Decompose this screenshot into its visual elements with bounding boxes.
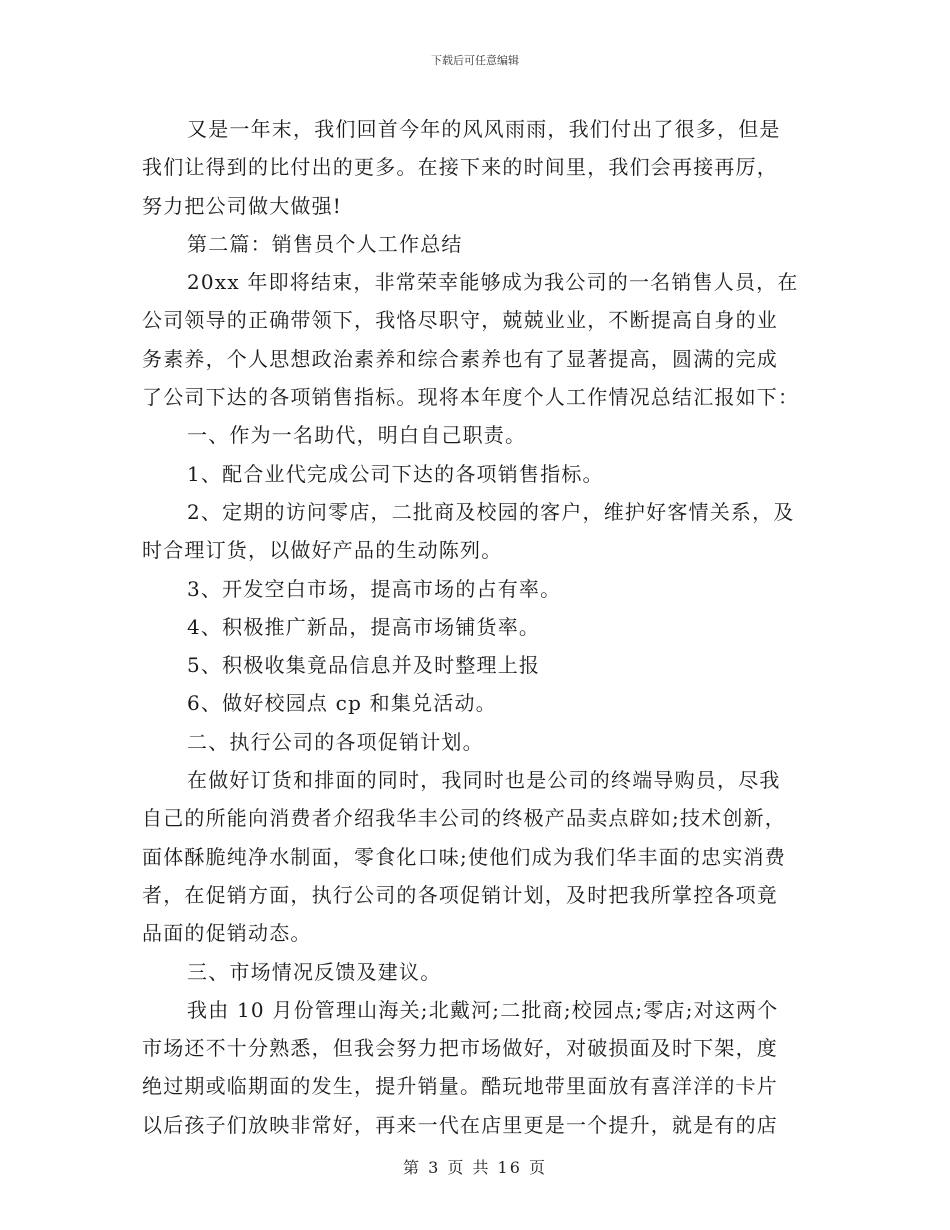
text-line: 二、执行公司的各项促销计划。 (187, 729, 484, 754)
text-line: 品面的促销动态。 (142, 921, 312, 946)
text-line: 绝过期或临期面的发生，提升销量。酷玩地带里面放有喜洋洋的卡片 (142, 1074, 778, 1099)
text-line: 努力把公司做大做强! (142, 193, 343, 218)
text-line: 时合理订货，以做好产品的生动陈列。 (142, 538, 503, 563)
text-line: 公司领导的正确带领下，我恪尽职守，兢兢业业，不断提高自身的业 (142, 308, 778, 333)
text-line: 一、作为一名助代，明白自己职责。 (187, 423, 527, 448)
page-header-note: 下载后可任意编辑 (431, 54, 519, 67)
document-body (142, 110, 810, 1144)
text-line: 第二篇：销售员个人工作总结 (187, 231, 463, 256)
text-line: 者，在促销方面，执行公司的各项促销计划，及时把我所掌控各项竟 (142, 882, 778, 907)
text-line: 面体酥脆纯净水制面，零食化口味;使他们成为我们华丰面的忠实消费 (142, 844, 786, 869)
text-line: 市场还不十分熟悉，但我会努力把市场做好，对破损面及时下架，度 (142, 1036, 778, 1061)
text-line: 3、开发空白市场，提高市场的占有率。 (187, 576, 562, 601)
text-line: 5、积极收集竟品信息并及时整理上报 (187, 653, 541, 678)
text-line: 2、定期的访问零店，二批商及校园的客户，维护好客情关系，及 (187, 499, 795, 524)
text-line: 自己的所能向消费者介绍我华丰公司的终极产品卖点辟如;技术创新， (142, 806, 786, 831)
text-line: 又是一年末，我们回首今年的风风雨雨，我们付出了很多，但是 (187, 117, 781, 141)
page-number: 第 3 页 共 16 页 (403, 1158, 547, 1177)
text-line: 三、市场情况反馈及建议。 (187, 959, 442, 984)
text-line: 4、积极推广新品，提高市场铺货率。 (187, 614, 541, 639)
text-line: 我由 10 月份管理山海关;北戴河;二批商;校园点;零店;对这两个 (187, 997, 779, 1022)
text-line: 在做好订货和排面的同时，我同时也是公司的终端导购员，尽我 (187, 768, 781, 793)
text-line: 1、配合业代完成公司下达的各项销售指标。 (187, 461, 604, 486)
text-line: 务素养，个人思想政治素养和综合素养也有了显著提高，圆满的完成 (142, 346, 778, 371)
text-line: 6、做好校园点 cp 和集兑活动。 (187, 691, 497, 716)
text-line: 我们让得到的比付出的更多。在接下来的时间里，我们会再接再厉， (142, 155, 778, 180)
text-line: 了公司下达的各项销售指标。现将本年度个人工作情况总结汇报如下： (142, 385, 800, 410)
text-line: 以后孩子们放映非常好，再来一代在店里更是一个提升，就是有的店 (142, 1112, 778, 1137)
text-line: 20xx 年即将结束，非常荣幸能够成为我公司的一名销售人员，在 (187, 270, 799, 295)
